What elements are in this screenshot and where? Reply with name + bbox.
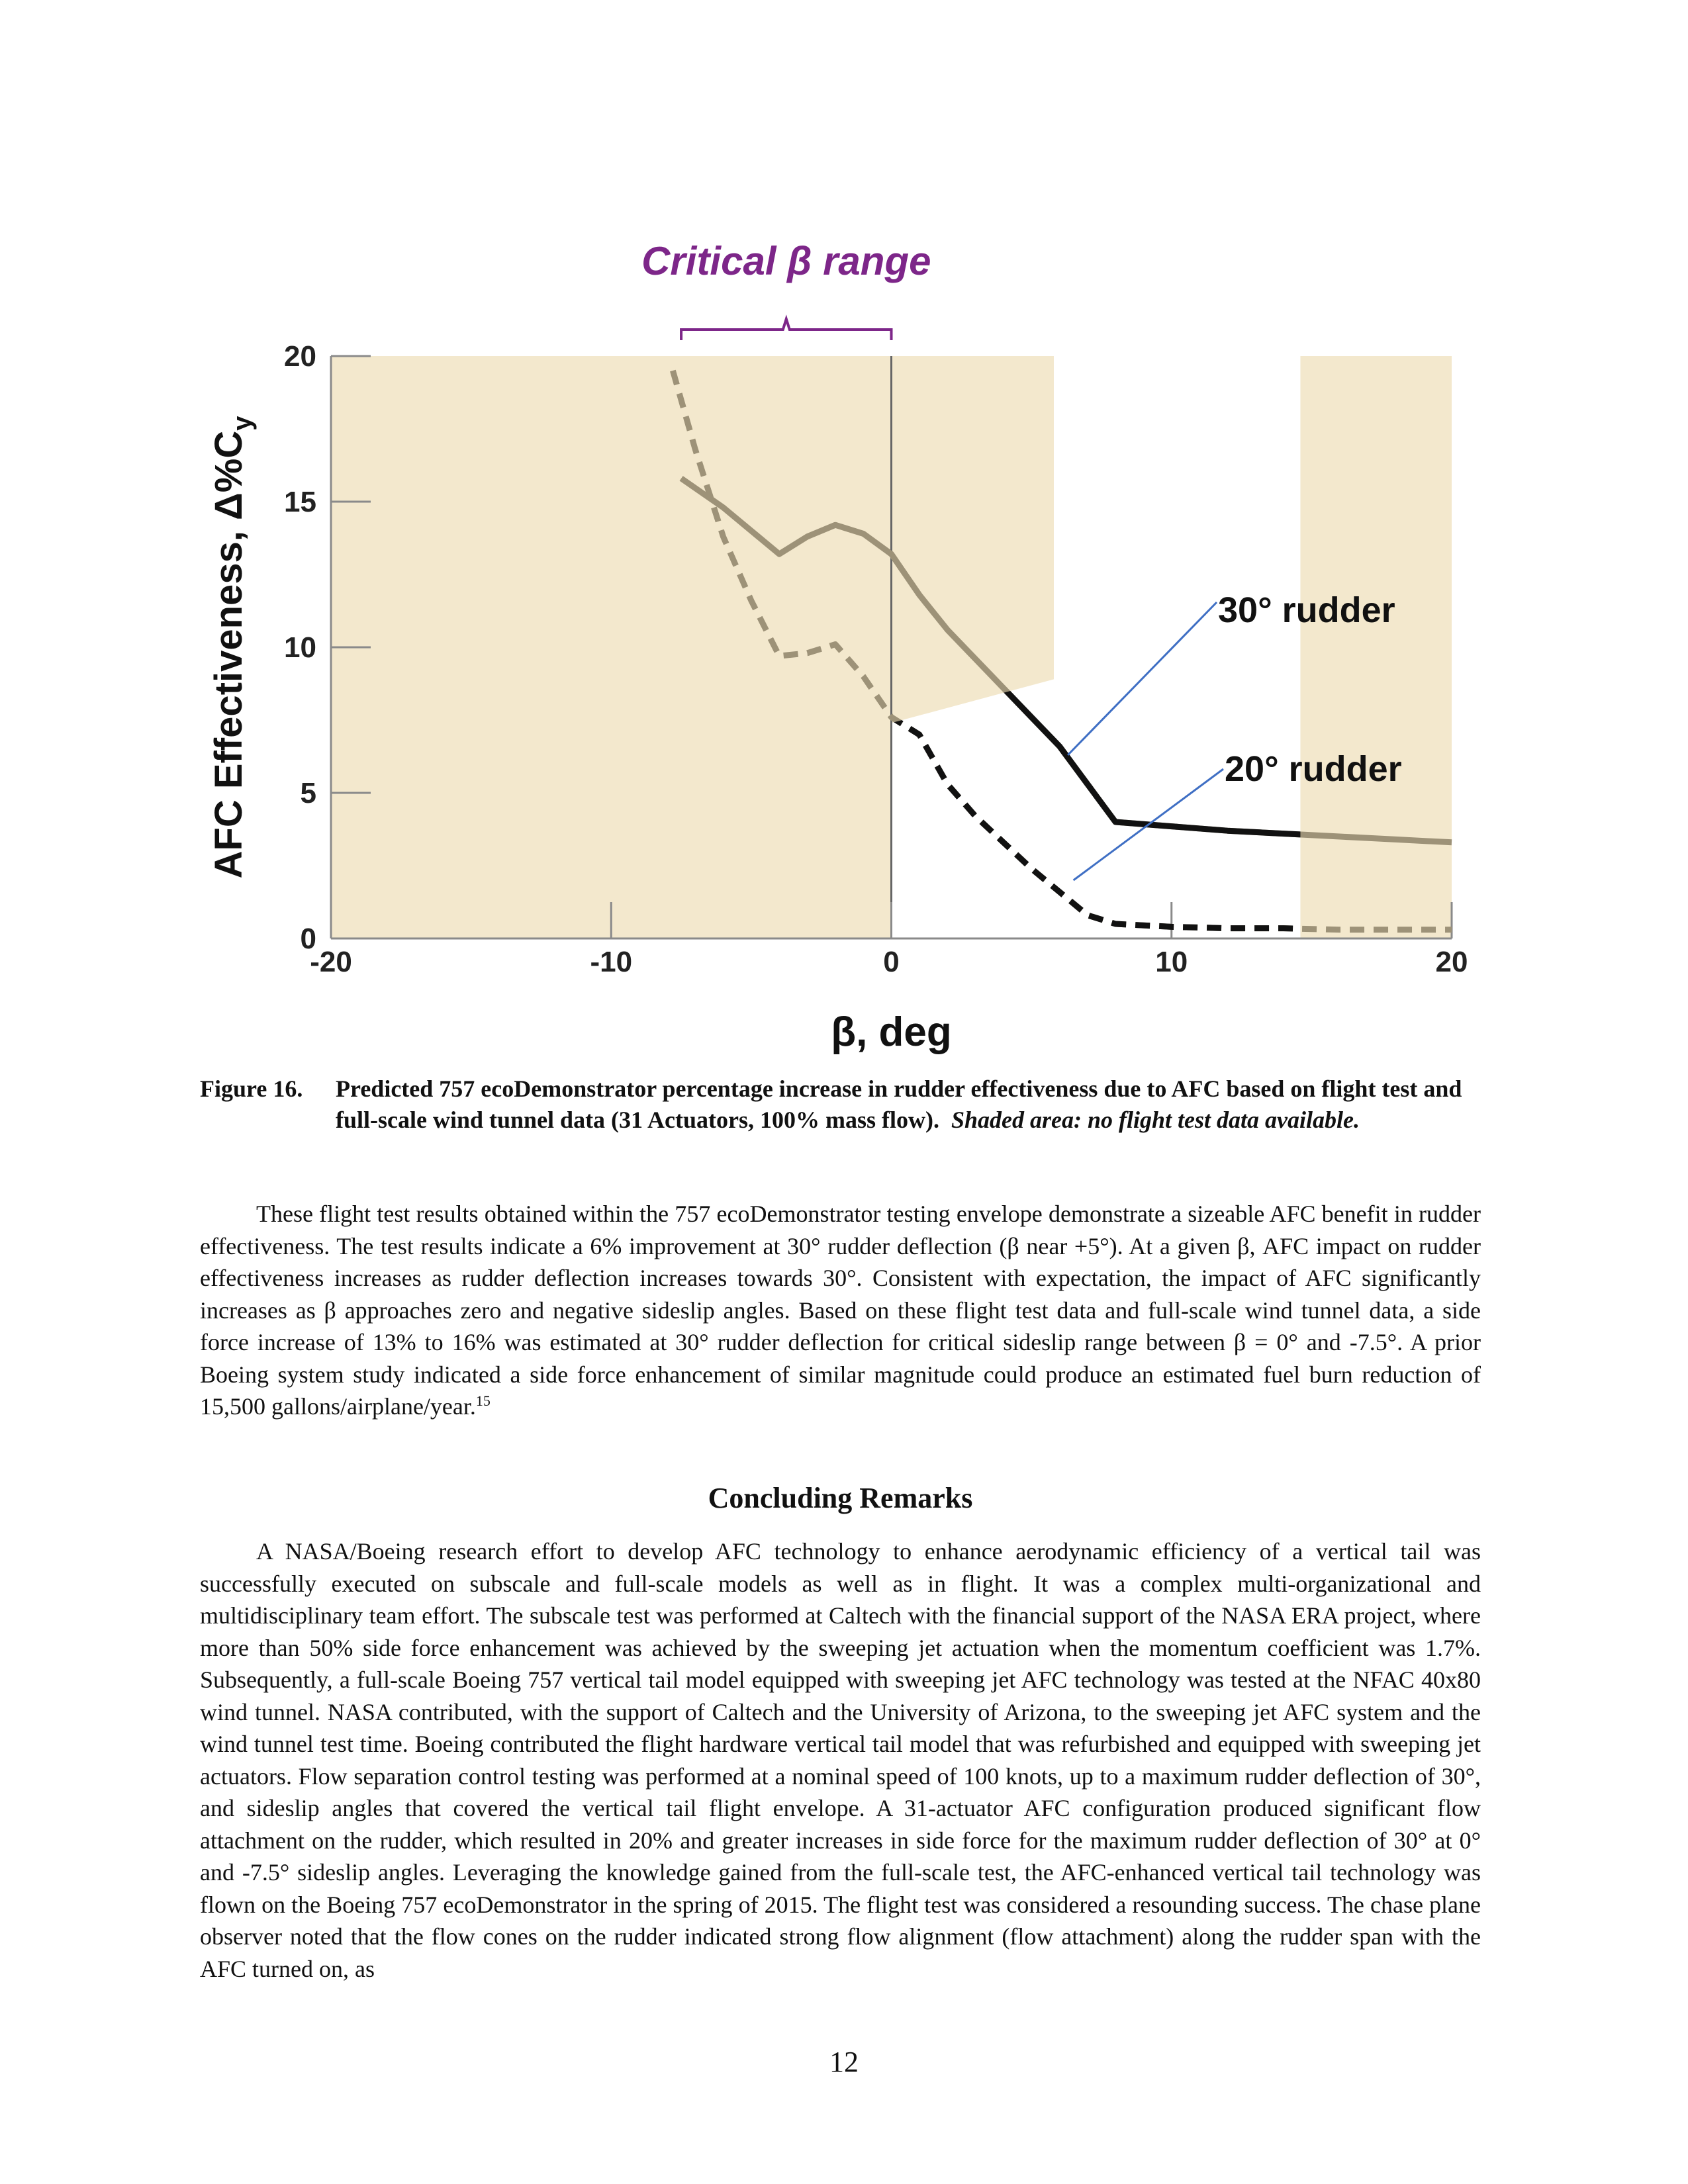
series-label-30: 30° rudder — [1218, 590, 1395, 630]
y-axis-label: AFC Effectiveness, $\Delta\%C_y$ — [207, 416, 257, 879]
y-tick-label: 10 — [284, 631, 316, 664]
concluding-paragraph — [200, 1535, 1481, 1985]
y-axis-label-subscript: y — [228, 416, 257, 431]
chart-title: Critical β range — [641, 239, 931, 283]
effectiveness-chart — [165, 218, 1489, 1079]
series-label-20: 20° rudder — [1225, 749, 1402, 789]
y-tick-label: 15 — [284, 486, 316, 518]
y-tick-label: 20 — [284, 340, 316, 373]
leader-line-30 — [1068, 602, 1217, 755]
critical-range-bracket — [681, 319, 891, 340]
results-paragraph-text: These flight test results obtained within the 757 ecoDemonstrator testing envelope demonstrate a sizeable AFC benefit in rudder effectiveness. The test results indicate a 6% improvement at 30° rudder deflection (β near +5°). At a given β, AFC impact on rudder effectiveness increases as rudder deflection increases towards 30°. Consistent with expectation, the impact of AFC significantly increases as β approaches zero and negative sideslip angles. Based on these flight test data and full-scale wind tunnel data, a side force increase of 13% to 16% was estimated at 30° rudder deflection for critical sideslip range between β = 0° and -7.5°. A prior Boeing system study indicated a side force enhancement of similar magnitude could produce an estimated fuel burn reduction of 15,500 gallons/airplane/year. — [200, 1201, 1481, 1420]
x-tick-label: 20 — [1435, 946, 1468, 978]
x-tick-label: 0 — [883, 946, 900, 978]
x-tick-label: -10 — [590, 946, 633, 978]
figure-caption-note: Shaded area: no flight test data available. — [951, 1107, 1360, 1133]
x-axis-label: β, deg — [831, 1009, 952, 1055]
y-tick-label: 0 — [300, 923, 316, 955]
figure-caption-text: Predicted 757 ecoDemonstrator percentage increase in rudder effectiveness due to AFC based on flight test and full-scale wind tunnel data (31 Actuators, 100% mass flow). — [336, 1075, 1462, 1133]
section-heading: Concluding Remarks — [708, 1482, 973, 1514]
reference-superscript: 15 — [475, 1392, 491, 1409]
page-number: 12 — [829, 2046, 859, 2078]
shaded-region-right — [1300, 356, 1452, 938]
leader-line-20 — [1074, 769, 1223, 880]
concluding-paragraph-text: A NASA/Boeing research effort to develop AFC technology to enhance aerodynamic efficiency of a vertical tail was successfully executed on subscale and full-scale models as well as in flight. It was a complex multi-organizational and multidisciplinary team effort. The subscale test was performed at Caltech with the financial support of the NASA ERA project, where more than 50% side force enhancement was achieved by the sweeping jet actuation when the momentum coefficient was 1.7%. Subsequently, a full-scale Boeing 757 vertical tail model equipped with sweeping jet AFC technology was tested at the NFAC 40x80 wind tunnel. NASA contributed, with the support of Caltech and the University of Arizona, to the sweeping jet AFC system and the wind tunnel test time. Boeing contributed the flight hardware vertical tail model that was refurbished and equipped with sweeping jet actuators. Flow separation control testing was performed at a nominal speed of 100 knots, up to a maximum rudder deflection of 30°, and sideslip angles that covered the vertical tail flight envelope. A 31-actuator AFC configuration produced significant flow attachment on the rudder, which resulted in 20% and greater increases in side force for the maximum rudder deflection of 30° at 0° and -7.5° sideslip angles. Leveraging the knowledge gained from the full-scale test, the AFC-enhanced vertical tail technology was flown on the Boeing 757 ecoDemonstrator in the spring of 2015. The flight test was considered a resounding success. The chase plane observer noted that the flow cones on the rudder indicated strong flow alignment (flow attachment) along the rudder span with the AFC turned on, as — [200, 1538, 1481, 1982]
results-paragraph — [200, 1198, 1481, 1423]
x-tick-label: -20 — [310, 946, 352, 978]
y-tick-label: 5 — [300, 777, 316, 809]
figure-label: Figure 16. — [200, 1075, 303, 1102]
x-tick-label: 10 — [1155, 946, 1188, 978]
